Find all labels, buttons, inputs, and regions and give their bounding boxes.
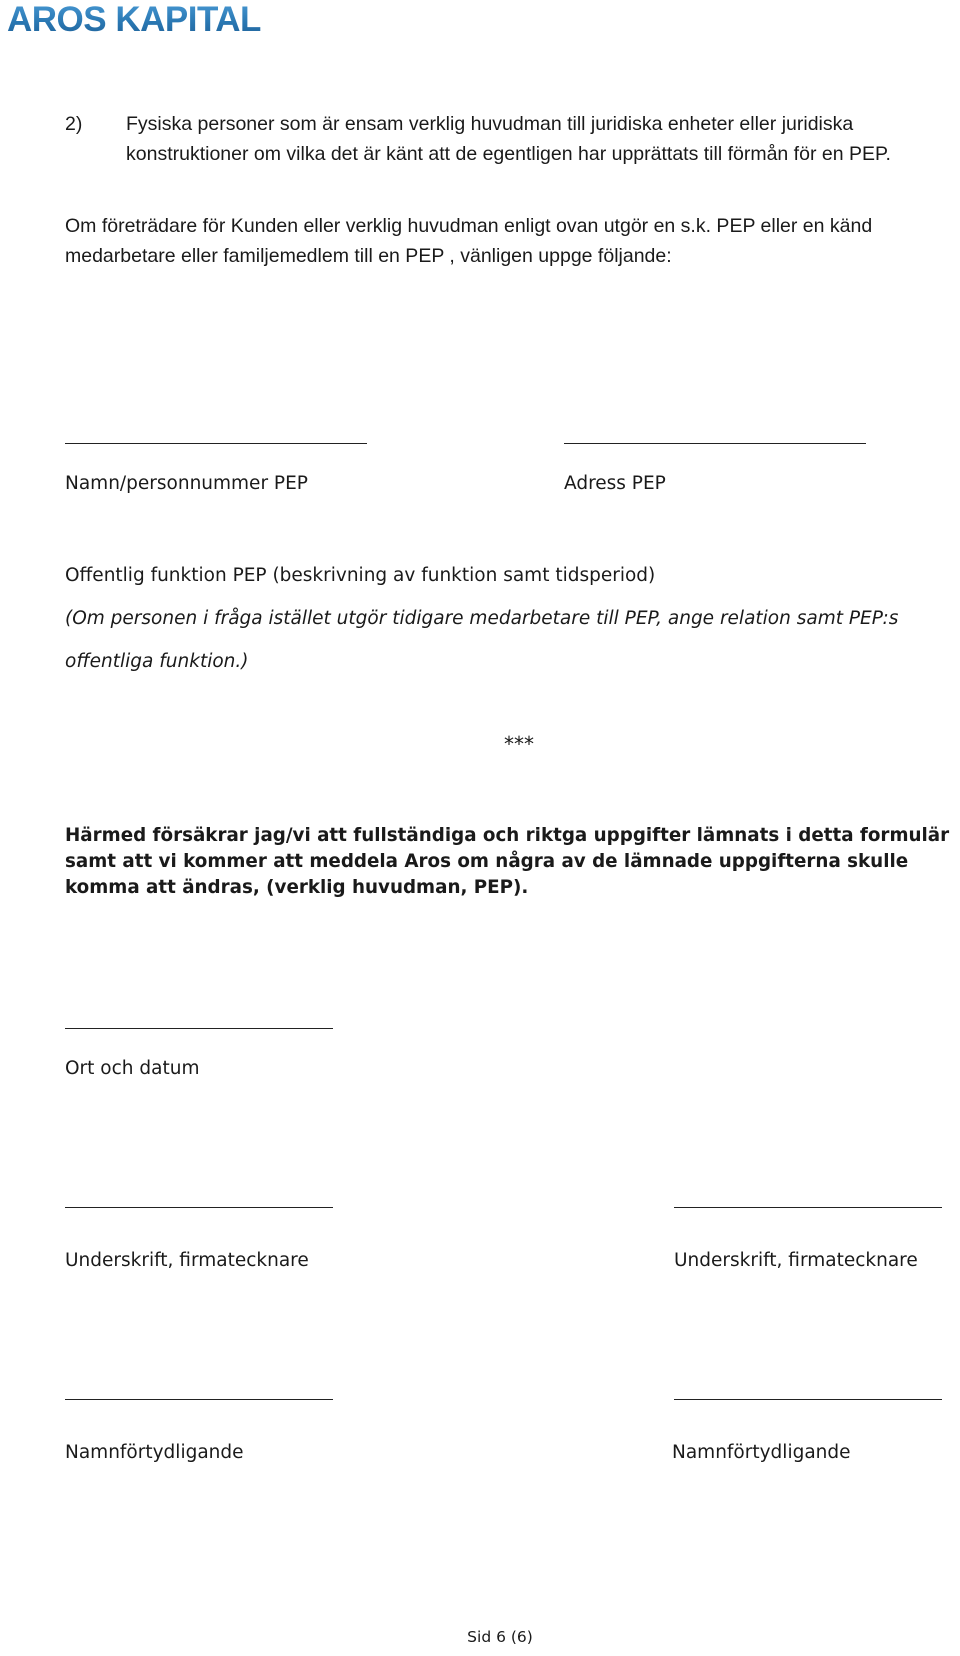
name-left-label: Namnförtydligande [65, 1442, 244, 1463]
name-right-label: Namnförtydligande [672, 1442, 851, 1463]
intro-paragraph: Om företrädare för Kunden eller verklig huvudman enligt ovan utgör en s.k. PEP eller en känd medarbetare eller familjemedlem till en PEP , vänligen uppge följande: [65, 215, 873, 267]
pep-name-line[interactable] [65, 443, 367, 444]
place-date-label: Ort och datum [65, 1058, 200, 1079]
page-number: Sid 6 (6) [467, 1628, 533, 1646]
list-item-text: Fysiska personer som är ensam verklig huvudman till juridiska enheter eller juridiska konstruktioner om vilka det är känt att de egentligen har upprättats till förmån för en PEP. [126, 113, 891, 165]
signature-right-line[interactable] [674, 1207, 942, 1208]
declaration-text: Härmed försäkrar jag/vi att fullständiga och riktga uppgifter lämnats i detta formulär samt att vi kommer att meddela Aros om några av de lämnade uppgifterna skulle komma att ändras, (verklig huvudman, PEP). [65, 825, 950, 898]
name-right-line[interactable] [674, 1399, 942, 1400]
pep-address-label: Adress PEP [564, 473, 666, 494]
pep-name-label: Namn/personnummer PEP [65, 473, 308, 494]
pep-function-note: (Om personen i fråga istället utgör tidigare medarbetare till PEP, ange relation samt PEP:s offentliga funktion.) [65, 608, 899, 672]
list-item-number: 2) [65, 113, 83, 135]
signature-right-label: Underskrift, firmatecknare [674, 1250, 918, 1271]
pep-address-line[interactable] [564, 443, 866, 444]
signature-left-line[interactable] [65, 1207, 333, 1208]
place-date-line[interactable] [65, 1028, 333, 1029]
signature-left-label: Underskrift, firmatecknare [65, 1250, 309, 1271]
company-logo: AROS KAPITAL [7, 0, 261, 39]
name-left-line[interactable] [65, 1399, 333, 1400]
pep-function-label: Offentlig funktion PEP (beskrivning av funktion samt tidsperiod) [65, 565, 656, 586]
section-separator: *** [504, 732, 534, 756]
